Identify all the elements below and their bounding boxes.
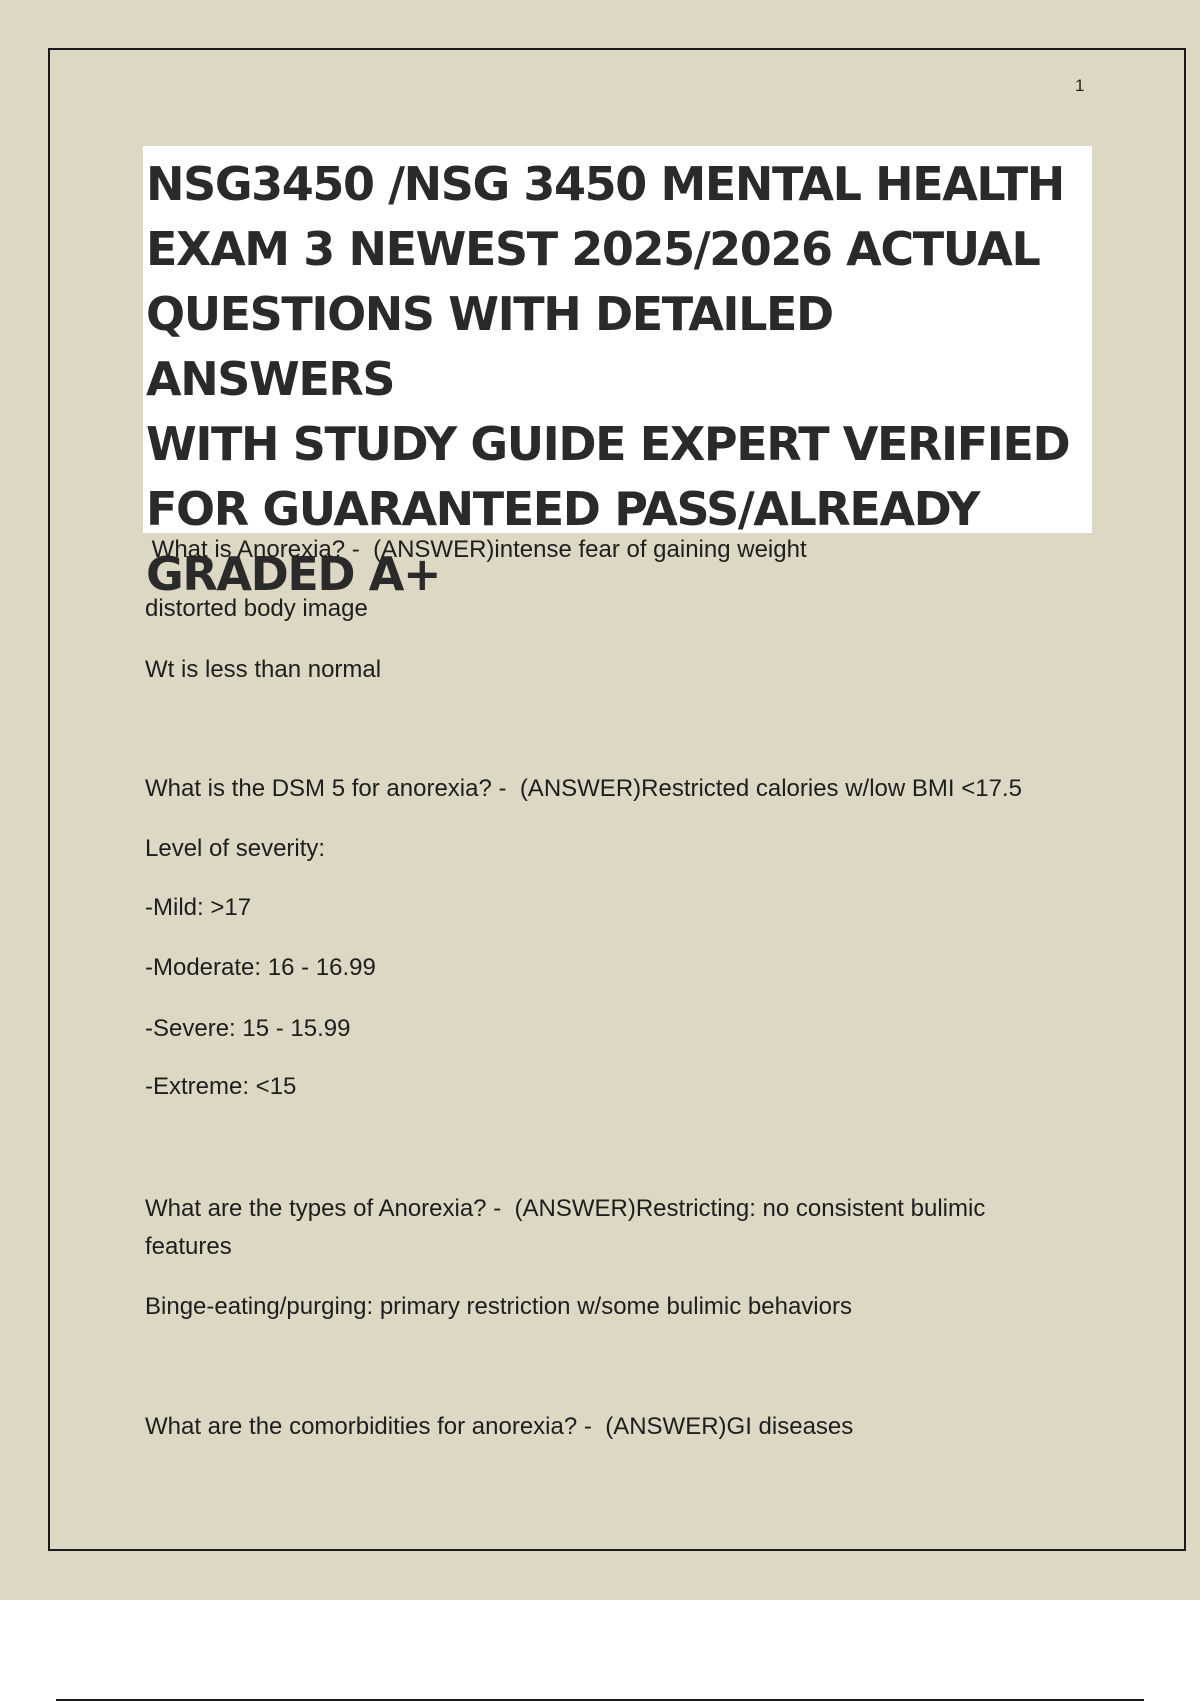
title-line: NSG3450 /NSG 3450 MENTAL HEALTH	[146, 157, 1064, 211]
question-dsm5: What is the DSM 5 for anorexia? - (ANSWER)Restricted calories w/low BMI <17.5	[145, 775, 1022, 802]
answer-line: distorted body image	[145, 595, 368, 622]
title-line: WITH STUDY GUIDE EXPERT VERIFIED	[146, 417, 1070, 471]
answer-line: Binge-eating/purging: primary restriction w/some bulimic behaviors	[145, 1293, 852, 1320]
answer-line: Wt is less than normal	[145, 656, 382, 683]
answer-line: -Severe: 15 - 15.99	[145, 1015, 351, 1042]
title-line: GRADED A+	[146, 547, 441, 601]
page-number: 1	[1075, 76, 1085, 95]
answer-line: -Extreme: <15	[145, 1073, 297, 1100]
question-anorexia: What is Anorexia? - (ANSWER)intense fear of gaining weight	[145, 536, 807, 563]
title-line: FOR GUARANTEED PASS/ALREADY	[146, 482, 979, 536]
title-line: QUESTIONS WITH DETAILED ANSWERS	[146, 287, 833, 406]
question-types: What are the types of Anorexia? - (ANSWER)Restricting: no consistent bulimic features	[145, 1195, 992, 1260]
answer-line: -Mild: >17	[145, 894, 252, 921]
answer-line: Level of severity:	[145, 835, 326, 862]
title-line: EXAM 3 NEWEST 2025/2026 ACTUAL	[146, 222, 1040, 276]
question-comorbidities: What are the comorbidities for anorexia? - (ANSWER)GI diseases	[145, 1413, 854, 1440]
answer-line: -Moderate: 16 - 16.99	[145, 954, 376, 981]
